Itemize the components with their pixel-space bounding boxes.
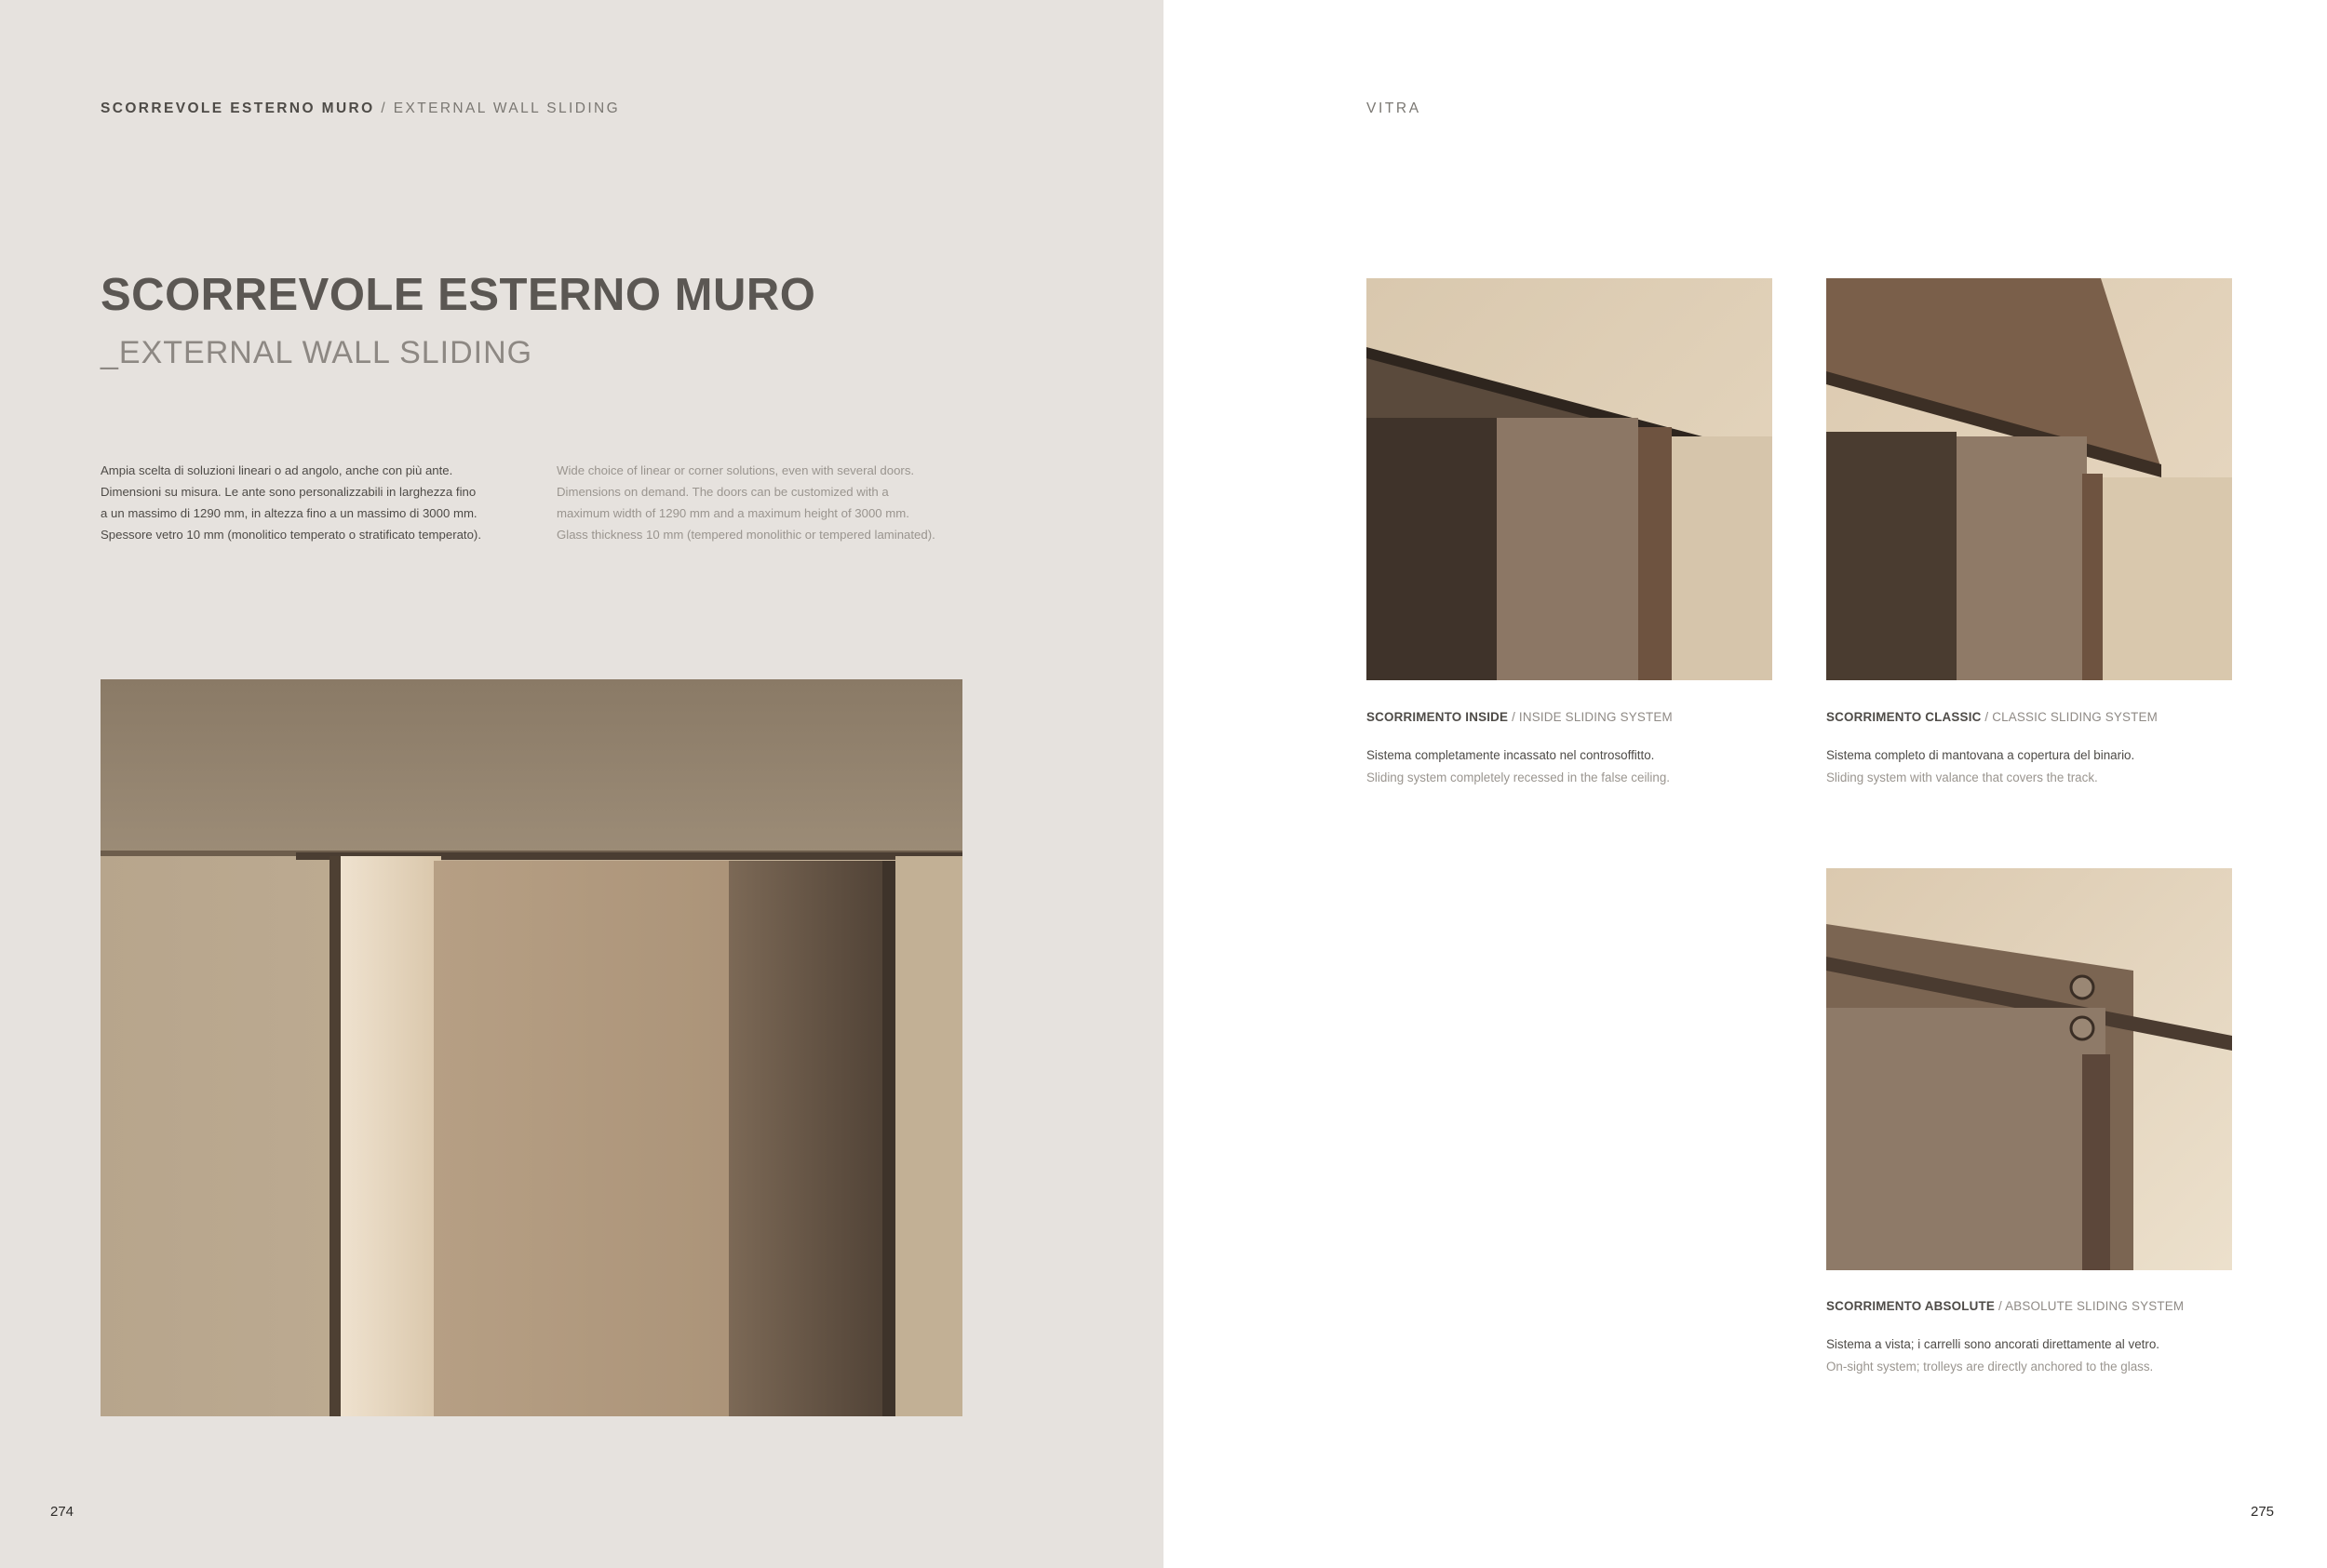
caption-absolute	[1826, 1299, 2236, 1374]
system-name: SCORRIMENTO INSIDE	[1366, 710, 1509, 724]
caption-classic	[1826, 710, 2236, 784]
text-line: Spessore vetro 10 mm (monolitico temperato o stratificato temperato).	[101, 528, 481, 542]
system-desc-it: Sistema a vista; i carrelli sono ancorati direttamente al vetro.	[1826, 1337, 2159, 1351]
system-desc-en: Sliding system completely recessed in the false ceiling.	[1366, 771, 1670, 784]
absolute-sliding-photo	[1826, 868, 2232, 1270]
system-name-en: / ABSOLUTE SLIDING SYSTEM	[1997, 1299, 2185, 1313]
header-rest: / EXTERNAL WALL SLIDING	[381, 101, 621, 116]
description-english	[557, 460, 966, 545]
caption-inside	[1366, 710, 1776, 784]
caption-title	[1826, 710, 2236, 724]
running-header-left	[101, 101, 620, 117]
inside-sliding-photo	[1366, 278, 1772, 680]
text-line: a un massimo di 1290 mm, in altezza fino a un massimo di 3000 mm.	[101, 506, 478, 520]
header-bold: SCORREVOLE ESTERNO MURO	[101, 101, 375, 116]
system-desc-en: Sliding system with valance that covers the track.	[1826, 771, 2098, 784]
system-name-en: / CLASSIC SLIDING SYSTEM	[1984, 710, 2159, 724]
caption-title	[1366, 710, 1776, 724]
page-number-left: 274	[50, 1504, 74, 1520]
system-desc-it: Sistema completamente incassato nel controsoffitto.	[1366, 748, 1655, 762]
text-line: Ampia scelta di soluzioni lineari o ad angolo, anche con più ante.	[101, 463, 453, 477]
text-line: Dimensioni su misura. Le ante sono personalizzabili in larghezza fino	[101, 485, 477, 499]
running-header-right: VITRA	[1366, 101, 1421, 116]
text-line: Glass thickness 10 mm (tempered monolithic or tempered laminated).	[557, 528, 935, 542]
description-italian	[101, 460, 510, 545]
system-desc-it: Sistema completo di mantovana a copertura del binario.	[1826, 748, 2135, 762]
system-name-en: / INSIDE SLIDING SYSTEM	[1512, 710, 1673, 724]
right-page	[1164, 0, 2327, 1568]
page-title: SCORREVOLE ESTERNO MURO	[101, 270, 816, 320]
page-number-right: 275	[2251, 1504, 2275, 1520]
text-line: Dimensions on demand. The doors can be customized with a	[557, 485, 889, 499]
text-line: maximum width of 1290 mm and a maximum height of 3000 mm.	[557, 506, 909, 520]
system-desc-en: On-sight system; trolleys are directly anchored to the glass.	[1826, 1360, 2154, 1374]
system-name: SCORRIMENTO CLASSIC	[1826, 710, 1982, 724]
classic-sliding-photo	[1826, 278, 2232, 680]
main-door-photo	[101, 679, 962, 1416]
page-subtitle: _EXTERNAL WALL SLIDING	[101, 335, 533, 370]
caption-title	[1826, 1299, 2236, 1313]
text-line: Wide choice of linear or corner solutions, even with several doors.	[557, 463, 915, 477]
system-name: SCORRIMENTO ABSOLUTE	[1826, 1299, 1996, 1313]
